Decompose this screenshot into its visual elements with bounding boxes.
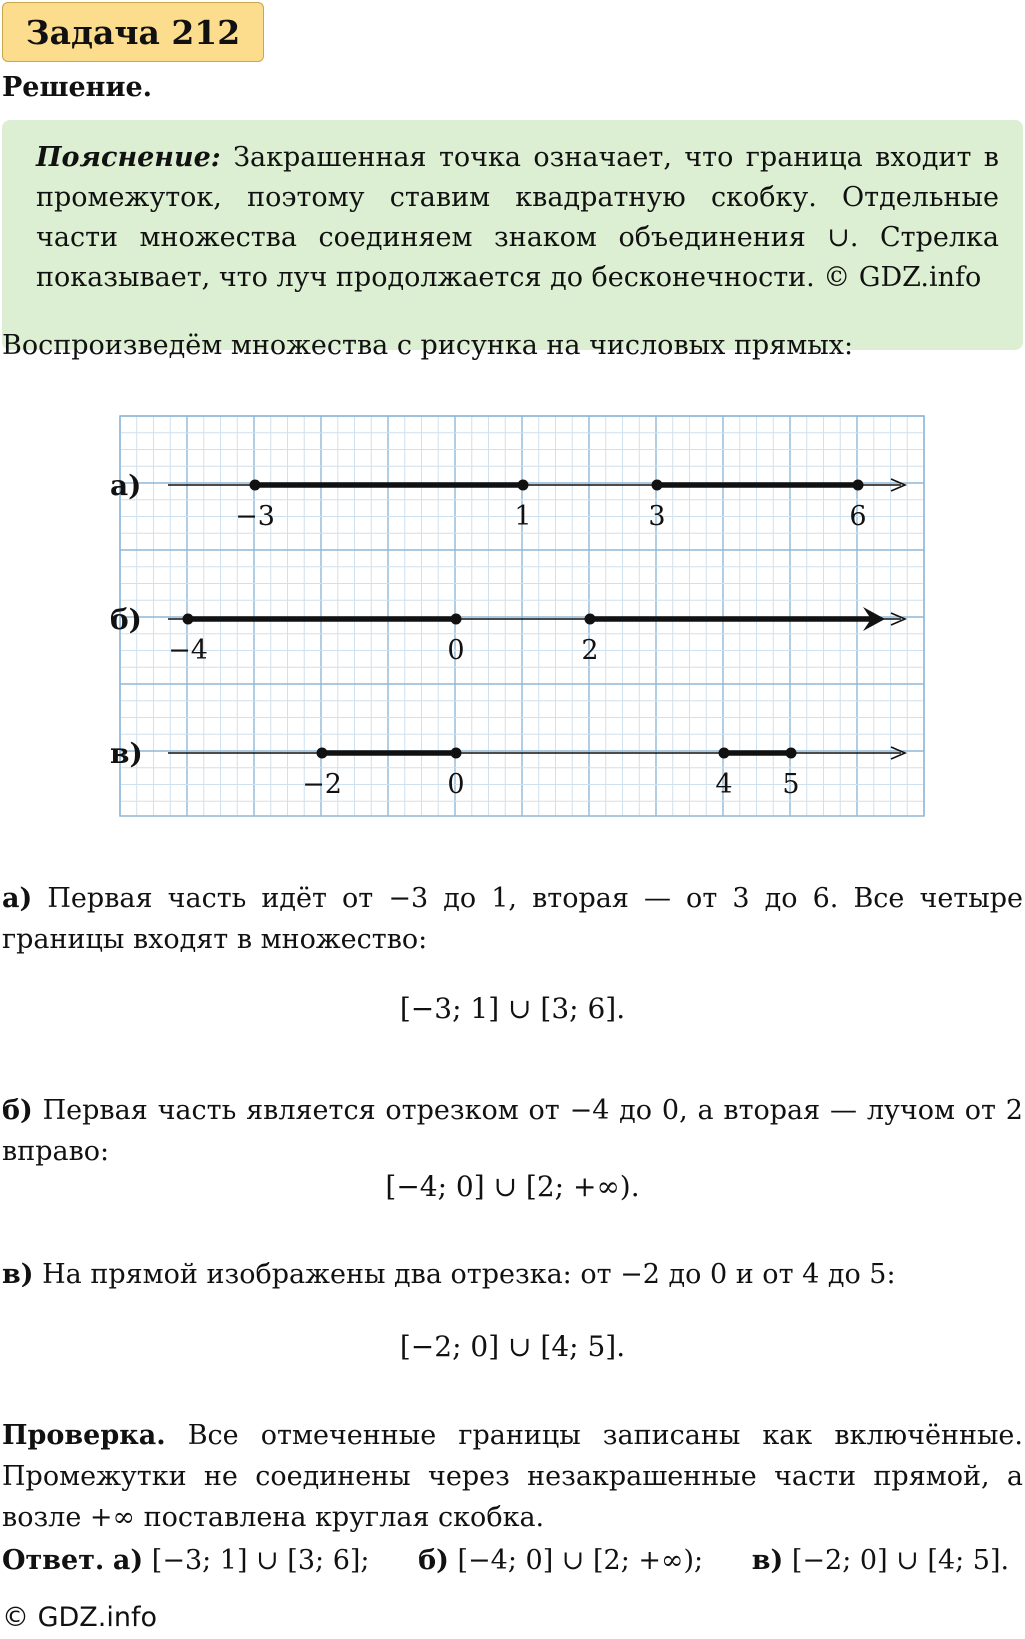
answer-a-label: а) [112,1545,144,1576]
tick-label: 5 [782,769,800,800]
part-c-formula: [−2; 0] ∪ [4; 5]. [399,1330,626,1363]
part-a-formula: [−3; 1] ∪ [3; 6]. [399,992,626,1025]
filled-point [451,748,462,759]
part-a-label: а) [2,883,33,914]
part-c-label: в) [2,1259,34,1290]
part-b-text [2,1090,1023,1172]
number-lines-figure [0,408,1025,828]
part-c-body: На прямой изображены два отрезка: от −2 до 0 и от 4 до 5: [42,1259,896,1290]
part-b-formula: [−4; 0] ∪ [2; +∞). [385,1170,640,1203]
filled-point [183,614,194,625]
filled-point [518,480,529,491]
tick-label: 0 [447,635,465,666]
answer-line [2,1545,1009,1576]
explanation-text: Закрашенная точка означает, что граница входит в промежуток, поэтому ставим квадратную скобку. Отдельные части множества соединяем знаком объединения ∪. Стрелка показывает, что луч продолжается до бесконечности. © GDZ.info [36,142,999,293]
line-label: а) [110,469,142,502]
explanation-box [2,120,1023,350]
filled-point [317,748,328,759]
filled-point [853,480,864,491]
tick-label: 1 [514,501,532,532]
filled-point [652,480,663,491]
filled-point [786,748,797,759]
tick-label: 4 [715,769,733,800]
part-a-body: Первая часть идёт от −3 до 1, вторая — от 3 до 6. Все четыре границы входят в множество: [2,883,1023,955]
tick-label: −4 [168,635,208,666]
part-c-text [2,1254,1023,1295]
filled-point [250,480,261,491]
line-label: в) [110,737,143,770]
answer-b-label: б) [418,1545,449,1576]
part-b-label: б) [2,1095,33,1126]
tick-label: −2 [302,769,342,800]
part-b-body: Первая часть является отрезком от −4 до 0, а вторая — лучом от 2 вправо: [2,1095,1023,1167]
tick-label: 2 [581,635,599,666]
part-a-text [2,878,1023,960]
task-title: Задача 212 [2,2,264,62]
tick-label: 6 [849,501,867,532]
tick-label: 3 [648,501,666,532]
check-text [2,1415,1023,1538]
line-label: б) [110,603,142,636]
answer-c-label: в) [751,1545,784,1576]
filled-point [719,748,730,759]
filled-point [585,614,596,625]
tick-label: 0 [447,769,465,800]
answer-a: [−3; 1] ∪ [3; 6]; [151,1545,370,1576]
solution-label: Решение. [2,72,153,103]
intro-text: Воспроизведём множества с рисунка на числовых прямых: [2,330,854,361]
tick-label: −3 [235,501,275,532]
grid-background [120,416,924,816]
filled-point [451,614,462,625]
answer-c: [−2; 0] ∪ [4; 5]. [791,1545,1010,1576]
answer-b: [−4; 0] ∪ [2; +∞); [457,1545,704,1576]
footer-copyright: © GDZ.info [2,1602,158,1633]
check-body: Все отмеченные границы записаны как включённые. Промежутки не соединены через незакрашенные части прямой, а возле +∞ поставлена круглая скобка. [2,1420,1023,1533]
explanation-head: Пояснение: [36,142,221,173]
check-label: Проверка. [2,1420,166,1451]
answer-label: Ответ. [2,1545,105,1576]
